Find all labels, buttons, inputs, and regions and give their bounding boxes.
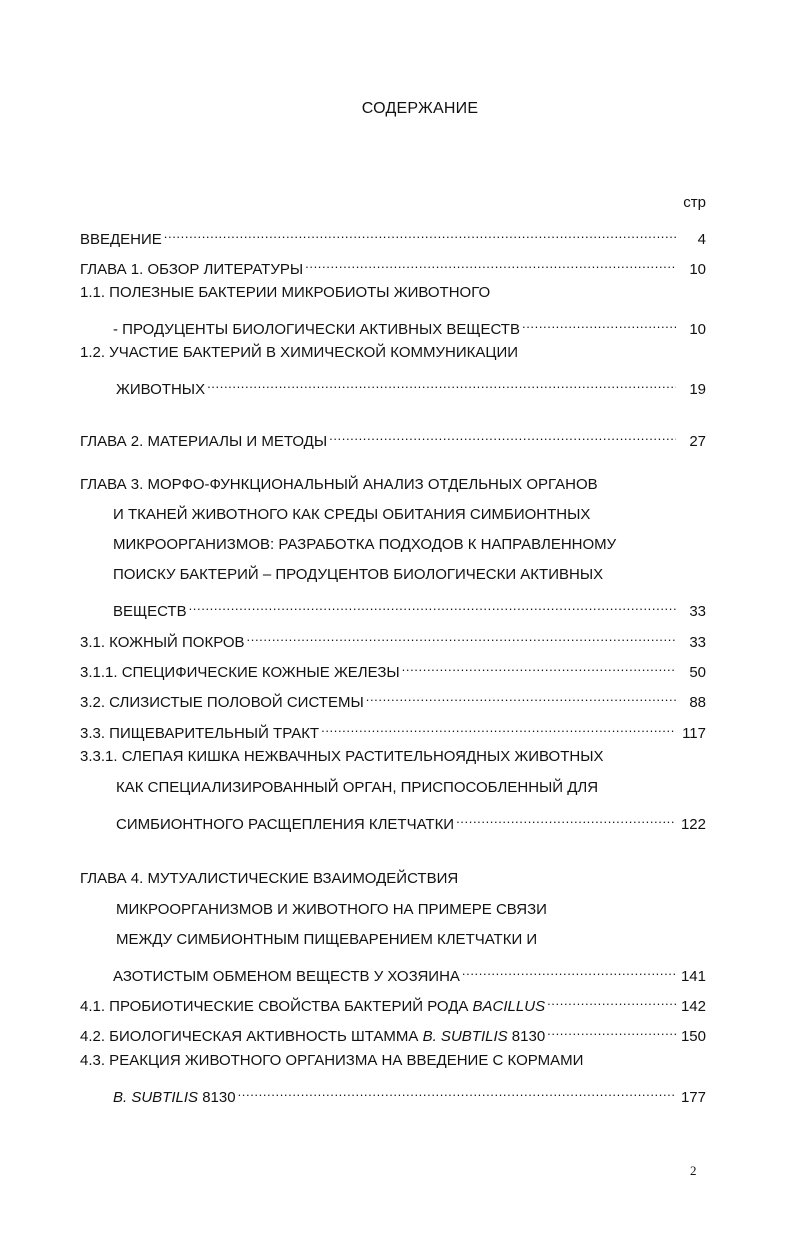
toc-entry-chapter-3[interactable]	[113, 594, 706, 620]
leader-dots	[305, 252, 676, 274]
toc-entry-4-3-line-1[interactable]: 4.3. РЕАКЦИЯ ЖИВОТНОГО ОРГАНИЗМА НА ВВЕДЕНИЕ С КОРМАМИ	[80, 1052, 584, 1069]
toc-entry-text: 3.1.1. СПЕЦИФИЧЕСКИЕ КОЖНЫЕ ЖЕЛЕЗЫ	[80, 664, 400, 681]
page-title: СОДЕРЖАНИЕ	[361, 100, 479, 117]
toc-entry-text-main: 4.2. БИОЛОГИЧЕСКАЯ АКТИВНОСТЬ ШТАММА	[80, 1028, 419, 1045]
leader-dots	[547, 1019, 676, 1041]
leader-dots	[462, 959, 676, 981]
toc-page-number: 122	[680, 816, 706, 833]
toc-entry-1-2[interactable]	[116, 372, 706, 398]
toc-entry-text	[113, 1087, 236, 1109]
toc-page-number: 19	[689, 381, 706, 398]
toc-entry-intro[interactable]	[80, 222, 706, 248]
leader-dots	[402, 655, 676, 677]
toc-entry-4-2[interactable]	[80, 1019, 706, 1045]
toc-entry-text: 3.1. КОЖНЫЙ ПОКРОВ	[80, 634, 245, 651]
toc-entry-chapter-2[interactable]	[80, 424, 706, 450]
toc-entry-text-tail: 8130	[202, 1089, 236, 1106]
leader-dots	[522, 312, 676, 334]
toc-entry-3-1-1[interactable]	[80, 655, 706, 681]
toc-entry-text: ЖИВОТНЫХ	[116, 381, 206, 398]
toc-entry-3-3-1-line-1[interactable]: 3.3.1. СЛЕПАЯ КИШКА НЕЖВАЧНЫХ РАСТИТЕЛЬНОЯДНЫХ ЖИВОТНЫХ	[80, 748, 604, 765]
toc-entry-chapter-4-line-1[interactable]: ГЛАВА 4. МУТУАЛИСТИЧЕСКИЕ ВЗАИМОДЕЙСТВИЯ	[80, 870, 459, 887]
toc-entry-text	[80, 996, 545, 1018]
toc-entry-3-3[interactable]	[80, 716, 706, 742]
toc-entry-text-italic: BACILLUS	[472, 998, 546, 1015]
toc-entry-chapter-3-line-2[interactable]: И ТКАНЕЙ ЖИВОТНОГО КАК СРЕДЫ ОБИТАНИЯ СИМБИОНТНЫХ	[113, 506, 591, 523]
toc-entry-chapter-3-line-1[interactable]: ГЛАВА 3. МОРФО-ФУНКЦИОНАЛЬНЫЙ АНАЛИЗ ОТДЕЛЬНЫХ ОРГАНОВ	[80, 476, 598, 493]
toc-entry-text: 3.3. ПИЩЕВАРИТЕЛЬНЫЙ ТРАКТ	[80, 725, 320, 742]
toc-entry-chapter-3-line-4[interactable]: ПОИСКУ БАКТЕРИЙ – ПРОДУЦЕНТОВ БИОЛОГИЧЕСКИ АКТИВНЫХ	[113, 566, 604, 583]
leader-dots	[321, 716, 676, 738]
toc-page-number: 117	[682, 725, 706, 742]
toc-entry-text-italic: B. SUBTILIS	[422, 1028, 508, 1045]
toc-entry-4-3[interactable]	[113, 1080, 706, 1106]
toc-entry-4-1[interactable]	[80, 989, 706, 1015]
toc-entry-text-italic: B. SUBTILIS	[113, 1089, 199, 1106]
toc-entry-text: ВЕЩЕСТВ	[113, 603, 187, 620]
leader-dots	[207, 372, 676, 394]
page-number: 2	[690, 1163, 697, 1178]
leader-dots	[238, 1080, 676, 1102]
toc-entry-chapter-1[interactable]	[80, 252, 706, 278]
toc-entry-1-1[interactable]	[113, 312, 706, 338]
toc-entry-3-1[interactable]	[80, 625, 706, 651]
toc-page-number: 27	[689, 433, 706, 450]
leader-dots	[329, 424, 676, 446]
leader-dots	[247, 625, 676, 647]
toc-page-number: 4	[697, 231, 706, 248]
toc-entry-text: ГЛАВА 2. МАТЕРИАЛЫ И МЕТОДЫ	[80, 433, 328, 450]
leader-dots	[366, 685, 676, 707]
toc-entry-chapter-4-line-2[interactable]: МИКРООРГАНИЗМОВ И ЖИВОТНОГО НА ПРИМЕРЕ СВЯЗИ	[116, 901, 547, 918]
toc-entry-text: АЗОТИСТЫМ ОБМЕНОМ ВЕЩЕСТВ У ХОЗЯИНА	[113, 968, 460, 985]
toc-page-number: 141	[680, 968, 706, 985]
toc-page-number: 50	[689, 664, 706, 681]
toc-entry-1-1-line-1[interactable]: 1.1. ПОЛЕЗНЫЕ БАКТЕРИИ МИКРОБИОТЫ ЖИВОТНОГО	[80, 284, 491, 301]
leader-dots	[456, 807, 676, 829]
toc-entry-3-2[interactable]	[80, 685, 706, 711]
toc-page-number: 10	[689, 261, 706, 278]
toc-entry-chapter-4[interactable]	[113, 959, 706, 985]
toc-entry-3-3-1[interactable]	[116, 807, 706, 833]
toc-entry-text: ГЛАВА 1. ОБЗОР ЛИТЕРАТУРЫ	[80, 261, 304, 278]
toc-entry-text: 3.2. СЛИЗИСТЫЕ ПОЛОВОЙ СИСТЕМЫ	[80, 694, 364, 711]
toc-page-number: 177	[680, 1089, 706, 1106]
toc-entry-text: СИМБИОНТНОГО РАСЩЕПЛЕНИЯ КЛЕТЧАТКИ	[116, 816, 455, 833]
toc-entry-chapter-3-line-3[interactable]: МИКРООРГАНИЗМОВ: РАЗРАБОТКА ПОДХОДОВ К НАПРАВЛЕННОМУ	[113, 536, 617, 553]
toc-entry-text: ВВЕДЕНИЕ	[80, 231, 162, 248]
toc-entry-chapter-4-line-3[interactable]: МЕЖДУ СИМБИОНТНЫМ ПИЩЕВАРЕНИЕМ КЛЕТЧАТКИ И	[116, 931, 538, 948]
toc-page-number: 142	[680, 998, 706, 1015]
toc-entry-3-3-1-line-2[interactable]: КАК СПЕЦИАЛИЗИРОВАННЫЙ ОРГАН, ПРИСПОСОБЛЕННЫЙ ДЛЯ	[116, 779, 599, 796]
toc-page-number: 150	[680, 1028, 706, 1045]
leader-dots	[547, 989, 676, 1011]
toc-entry-text	[80, 1026, 545, 1048]
toc-entry-1-2-line-1[interactable]: 1.2. УЧАСТИЕ БАКТЕРИЙ В ХИМИЧЕСКОЙ КОММУНИКАЦИИ	[80, 344, 519, 361]
leader-dots	[189, 594, 676, 616]
toc-page-number: 88	[689, 694, 706, 711]
leader-dots	[164, 222, 676, 244]
toc-page-number: 33	[689, 603, 706, 620]
toc-page-number: 10	[689, 321, 706, 338]
toc-entry-text: - ПРОДУЦЕНТЫ БИОЛОГИЧЕСКИ АКТИВНЫХ ВЕЩЕСТВ	[113, 321, 520, 338]
toc-entry-text-tail: 8130	[511, 1028, 546, 1045]
page-column-label: стр	[683, 194, 706, 211]
toc-page-number: 33	[689, 634, 706, 651]
toc-entry-text-main: 4.1. ПРОБИОТИЧЕСКИЕ СВОЙСТВА БАКТЕРИЙ РОДА	[80, 998, 469, 1015]
